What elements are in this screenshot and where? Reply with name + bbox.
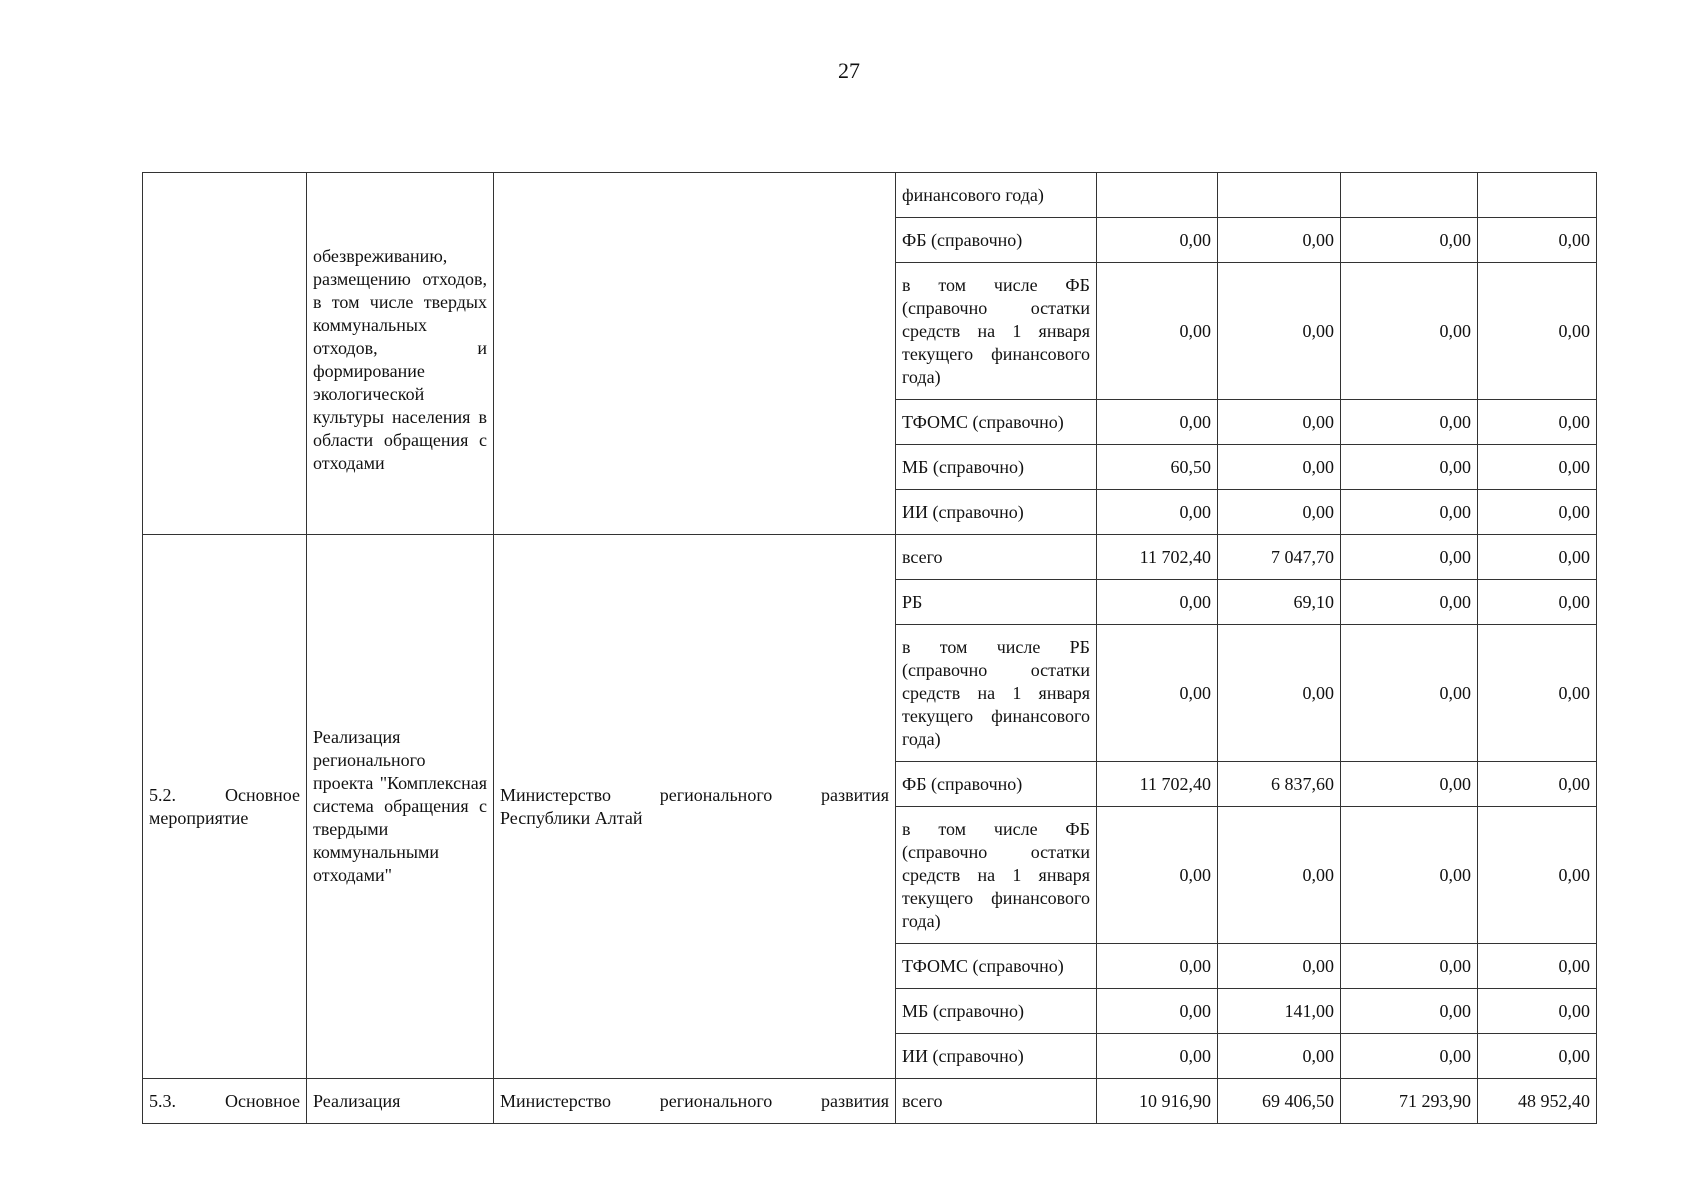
event-number-cell [143, 173, 307, 535]
event-number-cell [143, 1079, 307, 1124]
value-cell: 0,00 [1097, 580, 1218, 625]
page-number: 27 [838, 58, 860, 83]
event-name-cell: обезвреживанию, размещению отходов, в том числе твердых коммунальных отходов, и формирование экологической культуры населения в области обращения с отходами [307, 173, 494, 535]
value-cell: 0,00 [1341, 445, 1478, 490]
value-cell [1341, 173, 1478, 218]
value-cell: 0,00 [1341, 263, 1478, 400]
value-cell: 48 952,40 [1478, 1079, 1597, 1124]
value-cell: 0,00 [1478, 1034, 1597, 1079]
budget-table [142, 172, 1597, 1124]
value-cell: 0,00 [1218, 625, 1341, 762]
funding-source-cell: финансового года) [896, 173, 1097, 218]
value-cell: 60,50 [1097, 445, 1218, 490]
funding-source-cell: в том числе ФБ (справочно остатки средств на 1 января текущего финансового года) [896, 263, 1097, 400]
value-cell: 0,00 [1341, 580, 1478, 625]
value-cell: 71 293,90 [1341, 1079, 1478, 1124]
value-cell: 0,00 [1478, 490, 1597, 535]
value-cell: 11 702,40 [1097, 535, 1218, 580]
funding-source-cell: МБ (справочно) [896, 445, 1097, 490]
value-cell: 0,00 [1341, 1034, 1478, 1079]
executor-cell [494, 173, 896, 535]
value-cell: 0,00 [1097, 400, 1218, 445]
value-cell: 69,10 [1218, 580, 1341, 625]
funding-source-cell: ФБ (справочно) [896, 762, 1097, 807]
value-cell: 0,00 [1218, 490, 1341, 535]
value-cell: 0,00 [1097, 1034, 1218, 1079]
value-cell: 0,00 [1341, 535, 1478, 580]
value-cell: 0,00 [1097, 490, 1218, 535]
value-cell: 69 406,50 [1218, 1079, 1341, 1124]
value-cell: 0,00 [1478, 625, 1597, 762]
value-cell: 0,00 [1341, 807, 1478, 944]
value-cell: 7 047,70 [1218, 535, 1341, 580]
value-cell [1097, 173, 1218, 218]
funding-source-cell: ТФОМС (справочно) [896, 944, 1097, 989]
value-cell: 0,00 [1097, 989, 1218, 1034]
funding-source-cell: всего [896, 1079, 1097, 1124]
value-cell: 0,00 [1478, 400, 1597, 445]
value-cell [1478, 173, 1597, 218]
value-cell: 0,00 [1218, 807, 1341, 944]
funding-source-cell: ТФОМС (справочно) [896, 400, 1097, 445]
funding-source-cell: в том числе РБ (справочно остатки средств на 1 января текущего финансового года) [896, 625, 1097, 762]
value-cell: 0,00 [1478, 218, 1597, 263]
value-cell: 0,00 [1478, 762, 1597, 807]
value-cell: 6 837,60 [1218, 762, 1341, 807]
value-cell: 0,00 [1478, 263, 1597, 400]
value-cell: 0,00 [1218, 218, 1341, 263]
value-cell: 0,00 [1478, 989, 1597, 1034]
table-row [143, 173, 1597, 218]
value-cell: 10 916,90 [1097, 1079, 1218, 1124]
funding-source-cell: РБ [896, 580, 1097, 625]
value-cell: 11 702,40 [1097, 762, 1218, 807]
value-cell: 0,00 [1218, 263, 1341, 400]
table-row [143, 1079, 1597, 1124]
funding-source-cell: МБ (справочно) [896, 989, 1097, 1034]
value-cell: 0,00 [1218, 445, 1341, 490]
value-cell: 0,00 [1218, 1034, 1341, 1079]
value-cell: 0,00 [1341, 625, 1478, 762]
value-cell: 0,00 [1341, 989, 1478, 1034]
value-cell: 0,00 [1341, 490, 1478, 535]
value-cell: 0,00 [1341, 400, 1478, 445]
value-cell [1218, 173, 1341, 218]
value-cell: 0,00 [1341, 218, 1478, 263]
value-cell: 0,00 [1478, 944, 1597, 989]
event-name-cell: Реализация регионального проекта "Комплексная система обращения с твердыми коммунальными отходами" [307, 535, 494, 1079]
value-cell: 0,00 [1097, 944, 1218, 989]
value-cell: 0,00 [1478, 535, 1597, 580]
value-cell: 0,00 [1478, 580, 1597, 625]
event-number: 5.3. Основное [149, 1090, 300, 1111]
value-cell: 0,00 [1478, 445, 1597, 490]
executor-cell [494, 1079, 896, 1124]
table-row [143, 535, 1597, 580]
event-number-cell [143, 535, 307, 1079]
value-cell: 0,00 [1097, 263, 1218, 400]
event-number: 5.2. Основное мероприятие [149, 784, 300, 828]
funding-source-cell: ИИ (справочно) [896, 1034, 1097, 1079]
funding-source-cell: ФБ (справочно) [896, 218, 1097, 263]
funding-source-cell: всего [896, 535, 1097, 580]
value-cell: 0,00 [1341, 944, 1478, 989]
funding-source-cell: в том числе ФБ (справочно остатки средств на 1 января текущего финансового года) [896, 807, 1097, 944]
value-cell: 0,00 [1218, 400, 1341, 445]
value-cell: 0,00 [1478, 807, 1597, 944]
value-cell: 0,00 [1097, 218, 1218, 263]
value-cell: 0,00 [1097, 625, 1218, 762]
executor-text: Министерство регионального развития [500, 1090, 889, 1111]
value-cell: 0,00 [1097, 807, 1218, 944]
event-name-cell: Реализация [307, 1079, 494, 1124]
funding-source-cell: ИИ (справочно) [896, 490, 1097, 535]
value-cell: 0,00 [1341, 762, 1478, 807]
executor-cell: Министерство регионального развития Республики Алтай [494, 535, 896, 1079]
value-cell: 0,00 [1218, 944, 1341, 989]
value-cell: 141,00 [1218, 989, 1341, 1034]
